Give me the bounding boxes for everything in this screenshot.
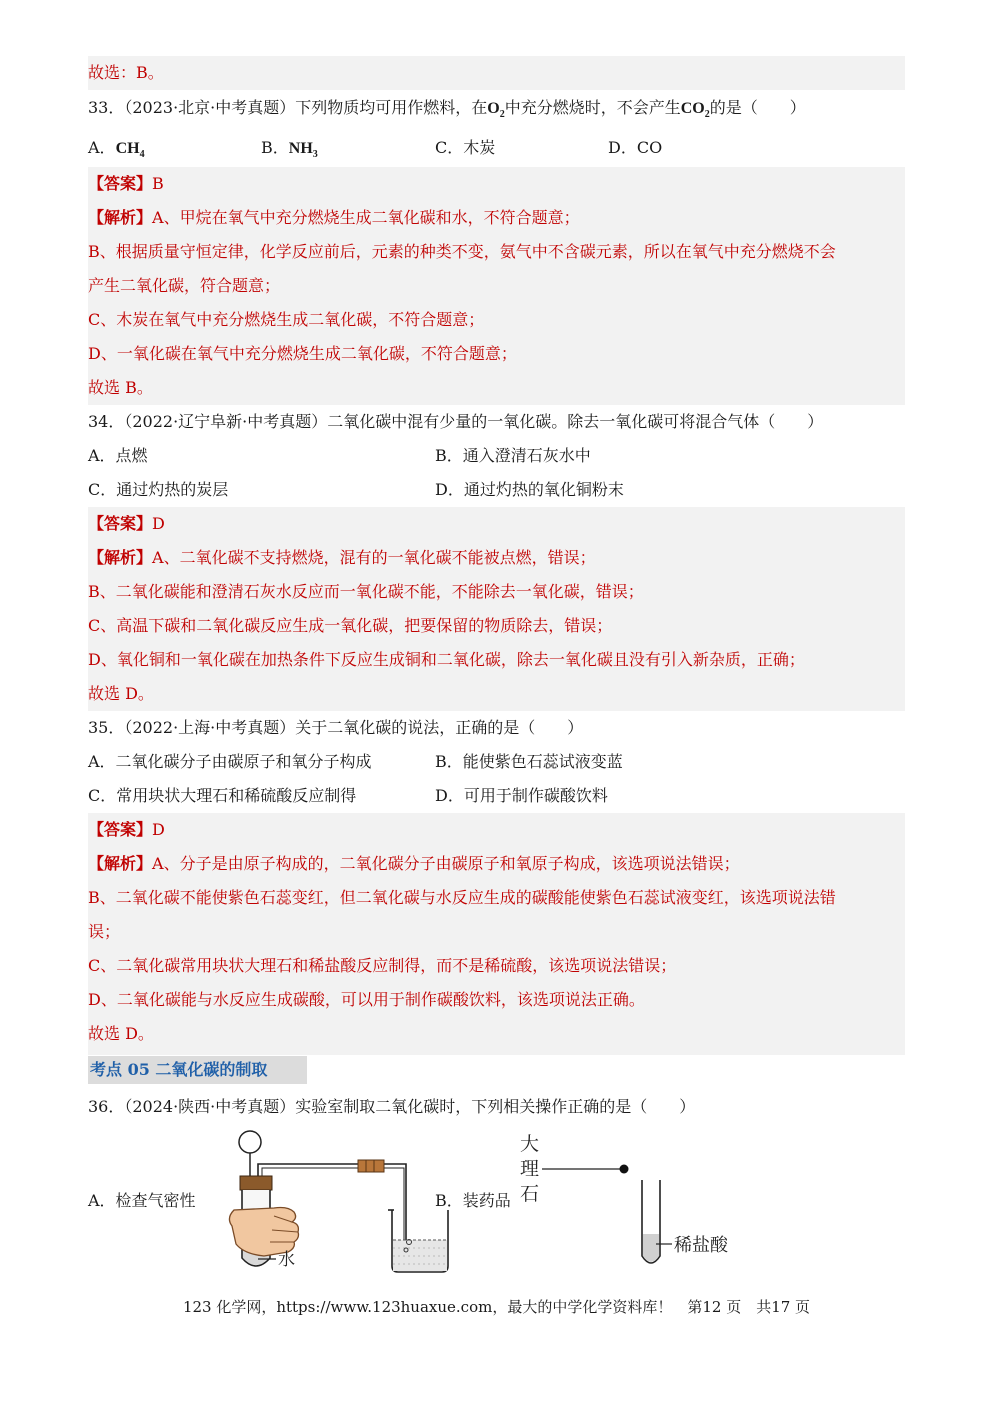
page-footer: 123 化学网，https://www.123huaxue.com，最大的中学化学资料库！ 第12 页 共17 页: [182, 1298, 811, 1316]
q35-option-a: A．二氧化碳分子由碳原子和氧分子构成: [88, 752, 372, 771]
q34-options-row2: [88, 473, 905, 507]
water-label: 水: [278, 1250, 295, 1270]
q34-stem: 34．（2022·辽宁阜新·中考真题）二氧化碳中混有少量的一氧化碳。除去一氧化碳可将混合气体（ ）: [88, 412, 824, 431]
q34-analysis-line: 故选 D。: [88, 677, 905, 711]
prev-answer-tail: 故选：B。: [88, 56, 905, 90]
q34-option-d: D．通过灼热的氧化铜粉末: [435, 480, 624, 499]
q36-option-a: A．检查气密性: [88, 1191, 196, 1210]
q34-answer: 【答案】D: [88, 507, 905, 541]
marble-label-3: 石: [520, 1183, 540, 1205]
q33-option-c: C．木炭: [435, 138, 496, 157]
q36-option-b: B．装药品: [435, 1191, 511, 1210]
q35-option-b: B．能使紫色石蕊试液变蓝: [435, 752, 623, 771]
q33-option-a: A．$CH_4$: [88, 138, 145, 161]
q33-analysis-line: 产生二氧化碳，符合题意；: [88, 269, 905, 303]
q33-analysis-line: 【解析】A、甲烷在氧气中充分燃烧生成二氧化碳和水，不符合题意；: [88, 201, 905, 235]
q33-analysis-line: D、一氧化碳在氧气中充分燃烧生成二氧化碳，不符合题意；: [88, 337, 905, 371]
acid-label: 稀盐酸: [674, 1235, 728, 1256]
q34-option-c: C．通过灼热的炭层: [88, 480, 229, 499]
q36-stem: 36．（2024·陕西·中考真题）实验室制取二氧化碳时，下列相关操作正确的是（ ）: [88, 1097, 696, 1116]
q35-option-c: C．常用块状大理石和稀硫酸反应制得: [88, 786, 357, 805]
q33-answer: 【答案】B: [88, 167, 905, 201]
q35-analysis-line: 误；: [88, 915, 905, 949]
q34-analysis-line: D、氧化铜和一氧化碳在加热条件下反应生成铜和二氧化碳，除去一氧化碳且没有引入新杂质，正确；: [88, 643, 905, 677]
q35-analysis-line: D、二氧化碳能与水反应生成碳酸，可以用于制作碳酸饮料，该选项说法正确。: [88, 983, 905, 1017]
q35-options-row2: [88, 779, 905, 813]
q35-analysis-line: 故选 D。: [88, 1017, 905, 1055]
q34-analysis-line: 【解析】A、二氧化碳不支持燃烧，混有的一氧化碳不能被点燃，错误；: [88, 541, 905, 575]
q33-analysis-line: 故选 B。: [88, 371, 905, 405]
q33-options: [88, 131, 905, 165]
q33-option-b: B．$NH_3$: [261, 138, 318, 161]
marble-label-1: 大: [520, 1133, 540, 1155]
q35-stem: 35．（2022·上海·中考真题）关于二氧化碳的说法，正确的是（ ）: [88, 718, 584, 737]
q35-analysis-line: C、二氧化碳常用块状大理石和稀盐酸反应制得，而不是稀硫酸，该选项说法错误；: [88, 949, 905, 983]
q33-stem: 33．（2023·北京·中考真题）下列物质均可用作燃料，在$O_2$中充分燃烧时，不会产生$CO_2$的是（ ）: [88, 98, 806, 121]
q33-analysis-line: C、木炭在氧气中充分燃烧生成二氧化碳，不符合题意；: [88, 303, 905, 337]
q35-analysis-line: B、二氧化碳不能使紫色石蕊变红，但二氧化碳与水反应生成的碳酸能使紫色石蕊试液变红，该选项说法错: [88, 881, 905, 915]
q33-option-d: D．CO: [608, 138, 663, 157]
q34-analysis-line: C、高温下碳和二氧化碳反应生成一氧化碳，把要保留的物质除去，错误；: [88, 609, 905, 643]
q34-option-b: B．通入澄清石灰水中: [435, 446, 591, 465]
q35-analysis-line: 【解析】A、分子是由原子构成的，二氧化碳分子由碳原子和氧原子构成，该选项说法错误；: [88, 847, 905, 881]
marble-label-2: 理: [520, 1158, 540, 1180]
section-heading: 考点 05 二氧化碳的制取: [88, 1056, 307, 1084]
q34-option-a: A．点燃: [88, 446, 148, 465]
airtightness-apparatus-figure: [228, 1126, 458, 1274]
add-reagents-figure: [516, 1128, 728, 1274]
q33-analysis-line: B、根据质量守恒定律，化学反应前后，元素的种类不变，氨气中不含碳元素，所以在氧气中充分燃烧不会: [88, 235, 905, 269]
q34-analysis-line: B、二氧化碳能和澄清石灰水反应而一氧化碳不能，不能除去一氧化碳，错误；: [88, 575, 905, 609]
q36-options: [88, 1184, 905, 1218]
q35-options-row1: [88, 745, 905, 779]
q35-option-d: D．可用于制作碳酸饮料: [435, 786, 608, 805]
q35-answer: 【答案】D: [88, 813, 905, 847]
q34-options-row1: [88, 439, 905, 473]
